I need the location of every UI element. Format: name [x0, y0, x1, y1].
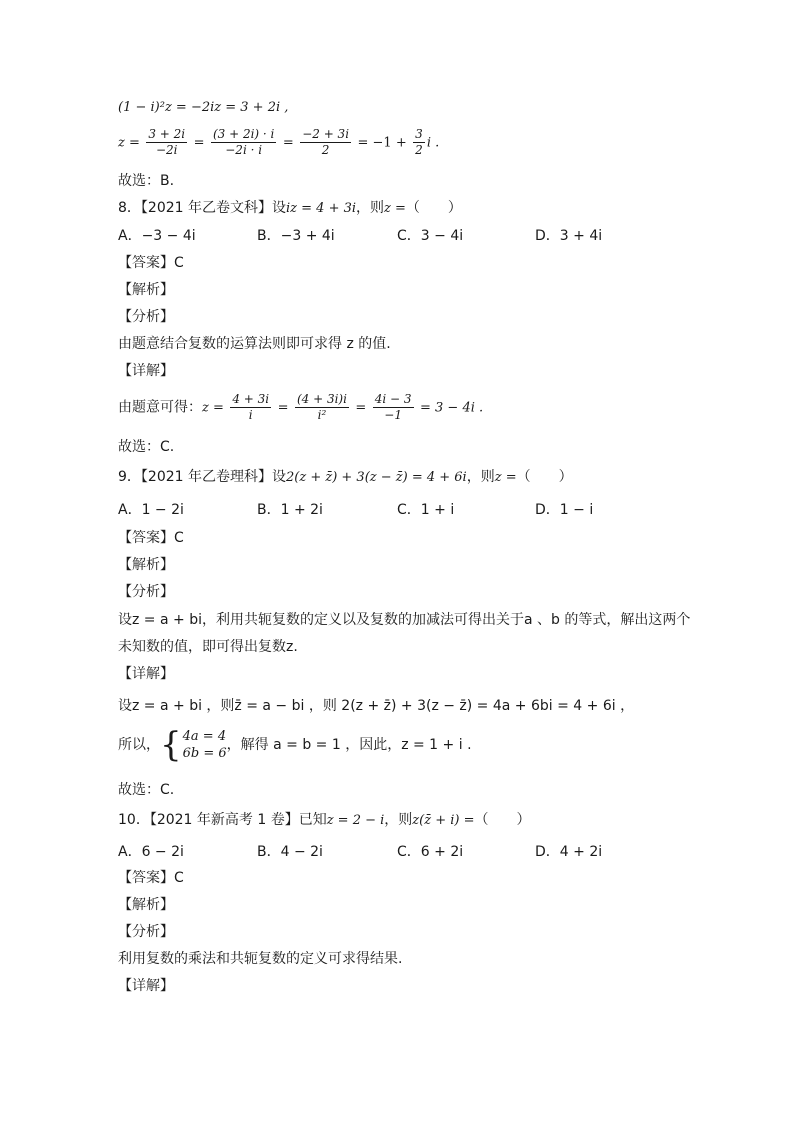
q10-option-b: B．4 − 2i — [257, 844, 323, 860]
q10-answer: 【答案】C — [118, 870, 184, 886]
q9-detail-line-1: 设z = a + bi ，则z̄ = a − bi ，则 2(z + z̄) + 3(z − z̄) = 4a + 6bi = 4 + 6i ， — [118, 698, 635, 714]
q9-option-b: B．1 + 2i — [257, 502, 323, 518]
question-9-stem: 9．【2021 年乙卷理科】设2(z + z̄) + 3(z − z̄) = 4 + 6i，则z =（ ） — [118, 469, 573, 485]
q8-detail-equation: 由题意可得：z = $\frac{4 + 3i}{i}$ = $\frac{(4 + 3i)i}{\text{i²}}$ = $\frac{4i - 3}{-1}$ = 3 − 4i . — [118, 392, 484, 422]
q10-option-a: A．6 − 2i — [118, 844, 184, 860]
q9-jiexi-heading: 【解析】 — [118, 557, 174, 573]
question-8-stem: 8．【2021 年乙卷文科】设iz = 4 + 3i，则z =（ ） — [118, 200, 462, 216]
q10-xiangjie-heading: 【详解】 — [118, 978, 174, 994]
q9-xiangjie-heading: 【详解】 — [118, 666, 174, 682]
q10-analysis-text: 利用复数的乘法和共轭复数的定义可求得结果. — [118, 951, 403, 967]
q8-answer: 【答案】C — [118, 255, 184, 271]
q10-jiexi-heading: 【解析】 — [118, 897, 174, 913]
q9-option-a: A．1 − 2i — [118, 502, 184, 518]
q9-fenxi-heading: 【分析】 — [118, 584, 174, 600]
q10-fenxi-heading: 【分析】 — [118, 924, 174, 940]
q9-detail-line-2: 所以，{ 4a = 4 6b = 6 ，解得 a = b = 1 ，因此，z = 1 + i . — [118, 725, 472, 765]
q9-answer: 【答案】C — [118, 530, 184, 546]
equation-line-1: (1 − i)²z = −2iz = 3 + 2i , — [118, 100, 289, 115]
answer-choice-text: 故选：B. — [118, 173, 175, 189]
q9-option-d: D．1 − i — [535, 502, 594, 518]
q8-xiangjie-heading: 【详解】 — [118, 363, 174, 379]
q10-option-d: D．4 + 2i — [535, 844, 603, 860]
q8-analysis-text: 由题意结合复数的运算法则即可求得 z 的值. — [118, 336, 391, 352]
q9-analysis-line-1: 设z = a + bi，利用共轭复数的定义以及复数的加减法可得出关于a 、b 的等式，解出这两个 — [118, 612, 691, 628]
equation-line-2: z = $\frac{3 + 2i}{-2i}$ = $\frac{(3 + 2i) \cdot i}{-2i \cdot i}$ = $\frac{-2 + 3i}{2}$ = −1 + $\frac{3}{2}$ i . — [118, 127, 440, 157]
q10-option-c: C．6 + 2i — [397, 844, 464, 860]
q8-choice: 故选：C. — [118, 439, 175, 455]
q8-fenxi-heading: 【分析】 — [118, 309, 174, 325]
question-10-stem: 10．【2021 年新高考 1 卷】已知z = 2 − i，则z(z̄ + i) =（ ） — [118, 812, 531, 828]
q8-option-c: C．3 − 4i — [397, 228, 464, 244]
q8-option-d: D．3 + 4i — [535, 228, 603, 244]
q8-option-b: B．−3 + 4i — [257, 228, 335, 244]
q8-jiexi-heading: 【解析】 — [118, 282, 174, 298]
q8-option-a: A．−3 − 4i — [118, 228, 196, 244]
q9-choice: 故选：C. — [118, 782, 175, 798]
q9-option-c: C．1 + i — [397, 502, 455, 518]
q9-analysis-line-2: 未知数的值，即可得出复数z. — [118, 639, 298, 655]
